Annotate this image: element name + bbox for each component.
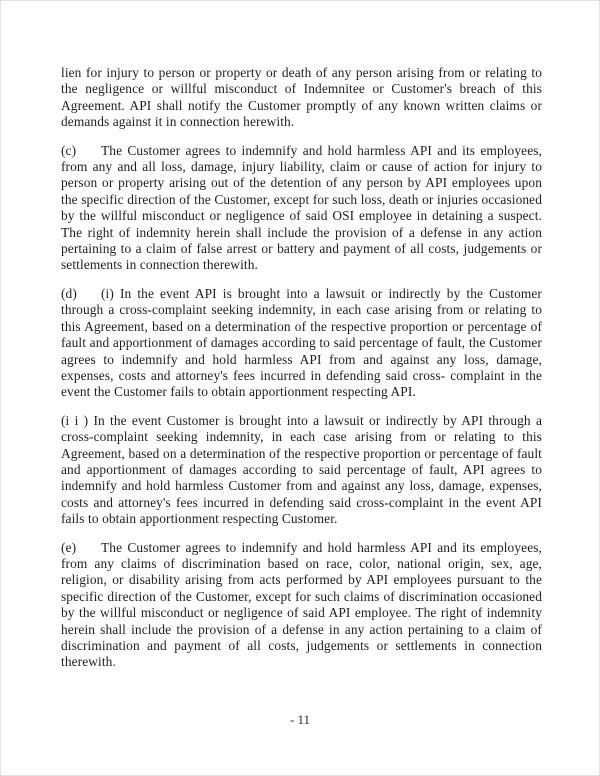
document-text-block	[61, 65, 542, 683]
paragraph-text: The Customer agrees to indemnify and hold harmless API and its employees, from any claims of discrimination based on race, color, national origin, sex, age, religion, or disability arising from acts performed by API employees pursuant to the specific direction of the Customer, except for such claims of discrimination occasioned by the willful misconduct or negligence of said API employee. The right of indemnity herein shall include the provision of a defense in any action pertaining to a claim of discrimination and payment of all costs, judgements or settlements in connection therewith.	[61, 539, 542, 670]
paragraph-text: (i i ) In the event Customer is brought into a lawsuit or indirectly by API through a cross-complaint seeking indemnity, in each case arising from or relating to this Agreement, based on a determination of the respective proportion or percentage of fault and apportionment of damages according to said percentage of fault, API agrees to indemnify and hold harmless Customer from and against any loss, damage, expenses, costs and attorney's fees incurred in defending said cross-complaint in the event API fails to obtain apportionment respecting Customer.	[61, 412, 542, 527]
paragraph-text: lien for injury to person or property or death of any person arising from or relating to the negligence or willful misconduct of Indemnitee or Customer's breach of this Agreement. API shall notify the Customer promptly of any known written claims or demands against it in connection herewith.	[61, 65, 542, 130]
paragraph-label: (c)	[61, 142, 77, 158]
paragraph	[61, 413, 542, 528]
paragraph-label: (d)	[61, 285, 77, 301]
paragraph	[61, 65, 542, 131]
paragraph	[61, 286, 542, 401]
paragraph-label: (e)	[61, 539, 77, 555]
page-number: - 11	[289, 712, 311, 727]
paragraph-text: (i) In the event API is brought into a lawsuit or indirectly by the Customer through a cross-complaint seeking indemnity, in each case arising from or relating to this Agreement, based on a determination of the respective proportion or percentage of fault and apportionment of damages according to said percentage of fault, the Customer agrees to indemnify and hold harmless API from and against any loss, damage, expenses, costs and attorney's fees incurred in defending said cross- complaint in the event the Customer fails to obtain apportionment respecting API.	[61, 285, 542, 400]
paragraph	[61, 143, 542, 274]
paragraph	[61, 540, 542, 671]
paragraph-text: The Customer agrees to indemnify and hold harmless API and its employees, from any and all loss, damage, injury liability, claim or cause of action for injury to person or property arising out of the detention of any person by API employees upon the specific direction of the Customer, except for such loss, death or injuries occasioned by the willful misconduct or negligence of said OSI employee in detaining a suspect. The right of indemnity herein shall include the provision of a defense in any action pertaining to a claim of false arrest or battery and payment of all costs, judgements or settlements in connection therewith.	[61, 142, 542, 273]
